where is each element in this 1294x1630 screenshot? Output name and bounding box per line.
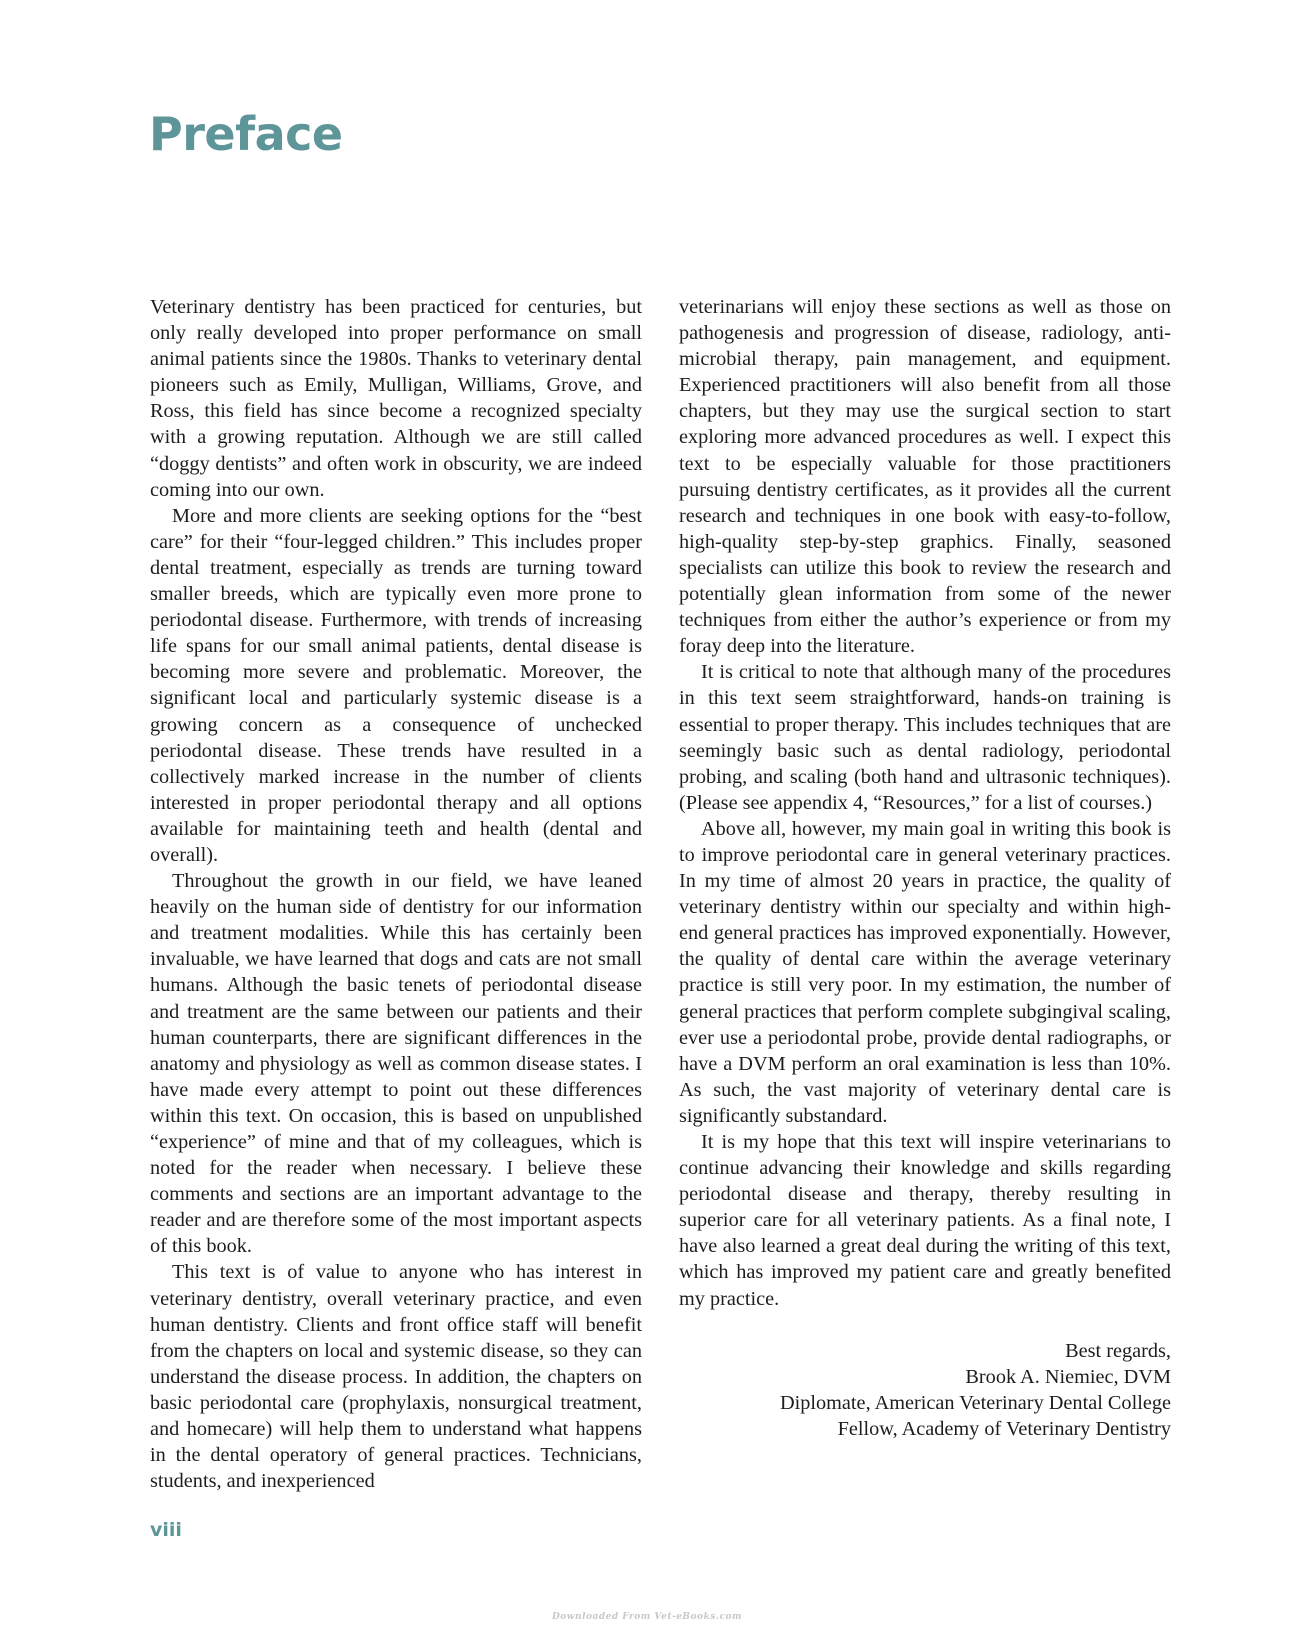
paragraph: This text is of value to anyone who has interest in veterinary dentistry, overall veterinary practice, and even human dentistry. Clients and front office staff will benefit from the chapters on local and systemic disease, so they can understand the disease process. In addition, the chapters on basic periodontal care (prophylaxis, nonsurgical treatment, and homecare) will help them to understand what happens in the dental operatory of general practices. Technicians, students, and inexperienced <box>150 1261 642 1493</box>
paragraph: Throughout the growth in our field, we have leaned heavily on the human side of dentistry for our information and treatment modalities. While this has certainly been invaluable, we have learned that dogs and cats are not small humans. Although the basic tenets of periodontal disease and treatment are the same between our patients and their human counterparts, there are significant differences in the anatomy and physiology as well as common disease states. I have made every attempt to point out these differences within this text. On occasion, this is based on unpublished “experience” of mine and that of my colleagues, which is noted for the reader when necessary. I believe these comments and sections are an important advantage to the reader and are therefore some of the most important aspects of this book. <box>150 870 642 1258</box>
paragraph: Veterinary dentistry has been practiced for centuries, but only really developed into proper performance on small animal patients since the 1980s. Thanks to veterinary dental pioneers such as Emily, Mulligan, Williams, Grove, and Ross, this field has since become a recognized specialty with a growing reputation. Although we are still called “doggy dentists” and often work in obscurity, we are indeed coming into our own. <box>150 296 642 501</box>
page-title: Preface <box>149 107 343 161</box>
download-watermark: Downloaded From Vet-eBooks.com <box>552 1612 742 1622</box>
paragraph: veterinarians will enjoy these sections as well as those on pathogenesis and progression of disease, radiology, antimicrobial therapy, pain management, and equipment. Experienced practitioners will also benefit from all those chapters, but they may use the surgical section to start exploring more advanced procedures as well. I expect this text to be especially valuable for those practitioners pursuing dentistry certificates, as it provides all the current research and techniques in one book with easy-to-follow, high-quality step-by-step graphics. Finally, seasoned specialists can utilize this book to review the research and potentially glean information from some of the newer techniques from either the author’s experience or from my foray deep into the literature. <box>679 296 1171 658</box>
signature-block <box>679 1338 1171 1442</box>
paragraph: It is critical to note that although many of the procedures in this text seem straightforward, hands-on training is essential to proper therapy. This includes techniques that are seemingly basic such as dental radiology, periodontal probing, and scaling (both hand and ultrasonic techniques). (Please see appendix 4, “Resources,” for a list of courses.) <box>679 661 1171 814</box>
paragraph: Above all, however, my main goal in writing this book is to improve periodontal care in general veterinary practices. In my time of almost 20 years in practice, the quality of veterinary dentistry within our specialty and within high-end general practices has improved exponentially. However, the quality of dental care within the average veterinary practice is still very poor. In my estimation, the number of general practices that perform complete subgingival scaling, ever use a periodontal probe, provide dental radiographs, or have a DVM perform an oral examination is less than 10%. As such, the vast majority of veterinary dental care is significantly substandard. <box>679 817 1171 1127</box>
signature-credential: Diplomate, American Veterinary Dental College <box>779 1391 1171 1414</box>
right-column <box>679 294 1171 1442</box>
signature-credential: Fellow, Academy of Veterinary Dentistry <box>837 1417 1171 1440</box>
page-number: viii <box>150 1519 182 1541</box>
signature-name: Brook A. Niemiec, DVM <box>965 1365 1171 1388</box>
signature-closing: Best regards, <box>1065 1339 1171 1362</box>
left-column <box>150 294 642 1494</box>
paragraph: It is my hope that this text will inspire veterinarians to continue advancing their knowledge and skills regarding periodontal disease and therapy, thereby resulting in superior care for all veterinary patients. As a final note, I have also learned a great deal during the writing of this text, which has improved my patient care and greatly benefited my practice. <box>679 1131 1171 1310</box>
paragraph: More and more clients are seeking options for the “best care” for their “four-legged children.” This includes proper dental treatment, especially as trends are turning toward smaller breeds, which are typically even more prone to periodontal disease. Furthermore, with trends of increasing life spans for our small animal patients, dental disease is becoming more severe and problematic. Moreover, the significant local and particularly systemic disease is a growing concern as a consequence of unchecked periodontal disease. These trends have resulted in a collectively marked increase in the number of clients interested in proper periodontal therapy and all options available for maintaining teeth and health (dental and overall). <box>150 504 642 866</box>
